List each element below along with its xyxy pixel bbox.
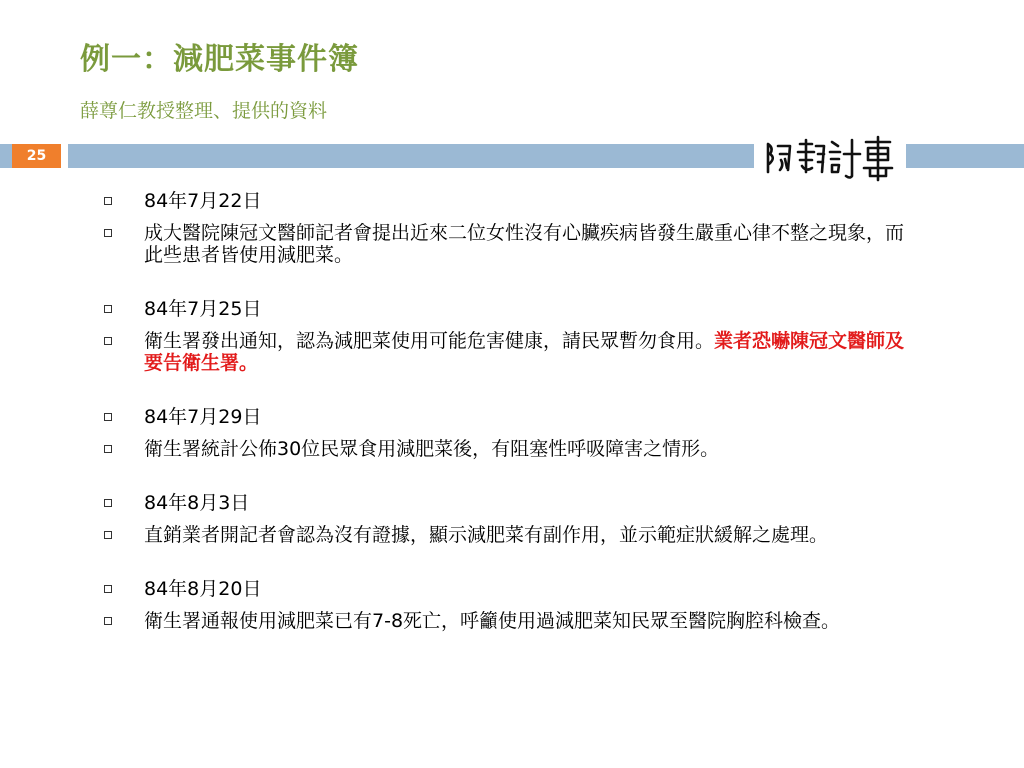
item-text: 直銷業者開記者會認為沒有證據，顯示減肥菜有副作用，並示範症狀緩解之處理。: [144, 524, 829, 546]
item-date: 84年8月20日: [144, 578, 262, 600]
calligraphy-logo-icon: [760, 132, 900, 182]
square-bullet-icon: [104, 337, 112, 345]
square-bullet-icon: [104, 445, 112, 453]
square-bullet-icon: [104, 585, 112, 593]
item-text: 衛生署發出通知，認為減肥菜使用可能危害健康，請民眾暫勿食用。: [144, 330, 715, 352]
header-band-middle: [68, 144, 754, 168]
square-bullet-icon: [104, 413, 112, 421]
list-item: [100, 524, 910, 546]
list-item: [100, 222, 910, 266]
item-text: 衛生署統計公佈30位民眾食用減肥菜後，有阻塞性呼吸障害之情形。: [144, 438, 720, 460]
list-item: [100, 190, 910, 212]
header-band-left: [0, 144, 12, 168]
list-item: [100, 298, 910, 320]
slide-number: 25: [12, 144, 61, 168]
item-text: 成大醫院陳冠文醫師記者會提出近來二位女性沒有心臟疾病皆發生嚴重心律不整之現象，而此些患者皆使用減肥菜。: [144, 222, 905, 266]
item-text: 衛生署通報使用減肥菜已有7-8死亡，呼籲使用過減肥菜知民眾至醫院胸腔科檢查。: [144, 610, 841, 632]
slide-subtitle: 薛尊仁教授整理、提供的資料: [80, 100, 328, 122]
list-item: [100, 330, 910, 374]
list-item: [100, 438, 910, 460]
list-item: [100, 492, 910, 514]
square-bullet-icon: [104, 229, 112, 237]
item-highlight-text: 業者恐嚇陳冠文醫師及要告衛生署。: [144, 330, 905, 374]
list-item: [100, 406, 910, 428]
item-date: 84年8月3日: [144, 492, 250, 514]
event-list: [100, 190, 910, 642]
square-bullet-icon: [104, 305, 112, 313]
square-bullet-icon: [104, 617, 112, 625]
slide-title: 例一：減肥菜事件簿: [80, 42, 359, 77]
header-band-right: [906, 144, 1024, 168]
item-date: 84年7月25日: [144, 298, 262, 320]
list-item: [100, 578, 910, 600]
list-item: [100, 610, 910, 632]
square-bullet-icon: [104, 197, 112, 205]
item-date: 84年7月22日: [144, 190, 262, 212]
square-bullet-icon: [104, 499, 112, 507]
item-date: 84年7月29日: [144, 406, 262, 428]
square-bullet-icon: [104, 531, 112, 539]
